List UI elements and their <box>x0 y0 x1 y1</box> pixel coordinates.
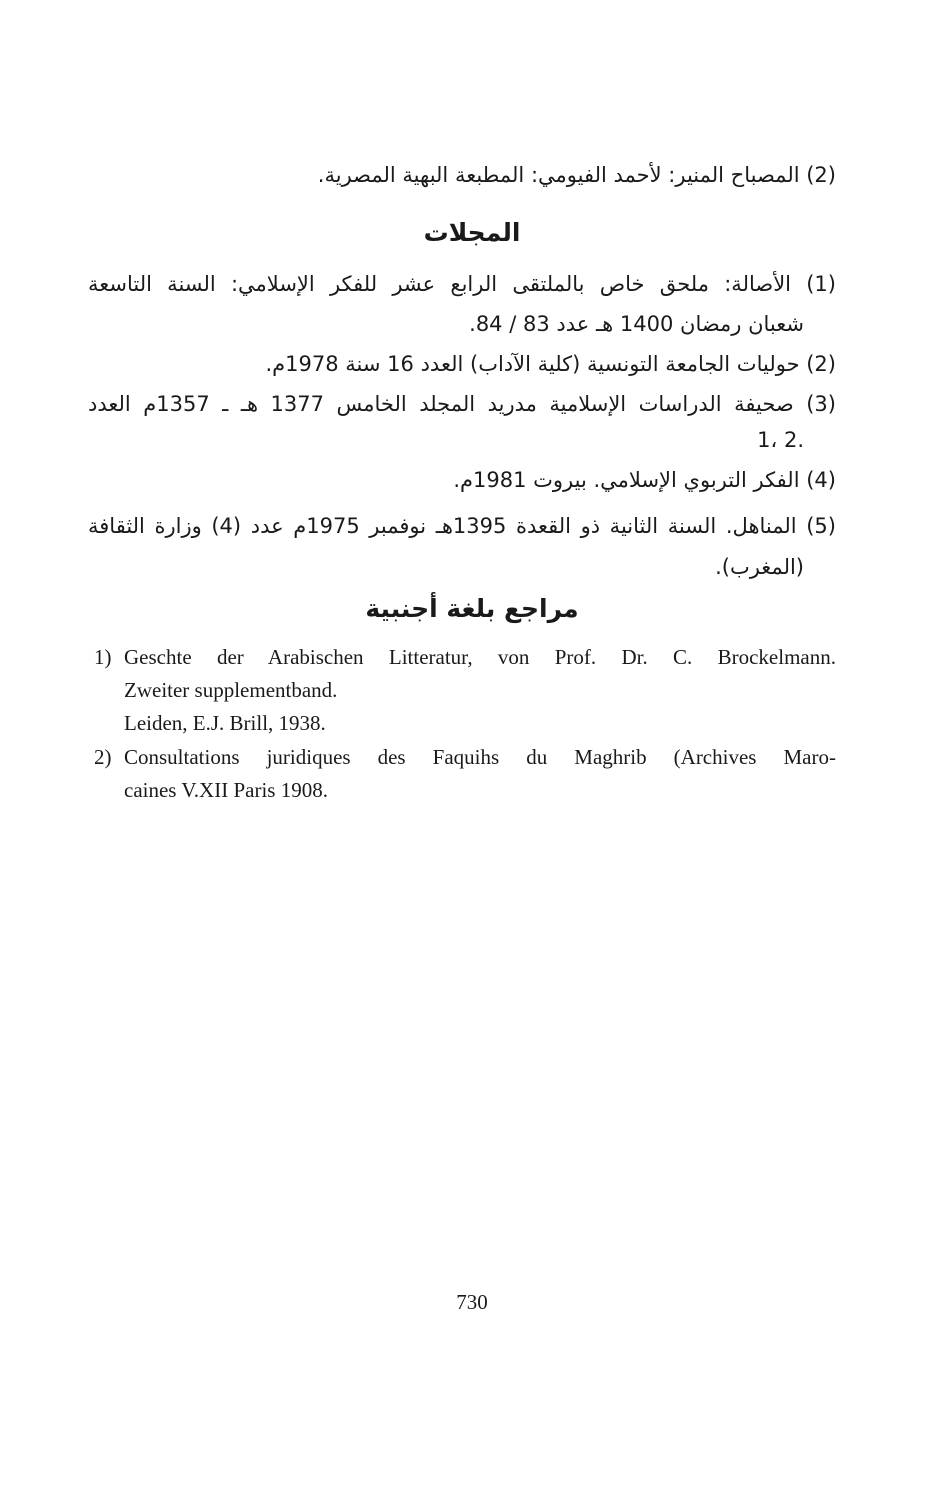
foreign-ref-1-line2: Zweiter supplementband. <box>124 678 338 702</box>
foreign-ref-1-line3: Leiden, E.J. Brill, 1938. <box>124 711 326 735</box>
foreign-ref-1-text: Geschte der Arabischen Litteratur, von Prof. Dr. C. Brockelmann. <box>124 645 836 669</box>
foreign-ref-2-line2: caines V.XII Paris 1908. <box>124 778 328 802</box>
journal-2: (2) حوليات الجامعة التونسية (كلية الآداب) العدد 16 سنة 1978م. <box>265 352 836 376</box>
journal-3-line1: (3) صحيفة الدراسات الإسلامية مدريد المجلد الخامس 1377 هـ ـ 1357م العدد <box>88 392 836 416</box>
foreign-references-heading: مراجع بلغة أجنبية <box>365 594 579 623</box>
journals-heading: المجلات <box>423 218 521 247</box>
journal-1-line2: شعبان رمضان 1400 هـ عدد 83 / 84. <box>469 312 804 336</box>
page-number: 730 <box>456 1290 488 1314</box>
journal-5-line1: (5) المناهل. السنة الثانية ذو القعدة 1395هـ نوفمبر 1975م عدد (4) وزارة الثقافة <box>88 514 836 538</box>
journal-5-line2: (المغرب). <box>715 555 804 579</box>
journal-4: (4) الفكر التربوي الإسلامي. بيروت 1981م. <box>453 468 836 492</box>
book-reference: (2) المصباح المنير: لأحمد الفيومي: المطبعة البهية المصرية. <box>317 163 836 187</box>
journal-1-line1: (1) الأصالة: ملحق خاص بالملتقى الرابع عشر للفكر الإسلامي: السنة التاسعة <box>88 272 836 296</box>
foreign-ref-2-number: 2) <box>94 745 112 769</box>
foreign-ref-2-line1 <box>94 745 836 770</box>
journal-3-line2: 1، 2. <box>757 428 804 452</box>
foreign-ref-1-number: 1) <box>94 645 112 669</box>
foreign-ref-1-line1 <box>94 645 836 670</box>
foreign-ref-2-text: Consultations juridiques des Faquihs du Maghrib (Archives Maro- <box>124 745 836 769</box>
